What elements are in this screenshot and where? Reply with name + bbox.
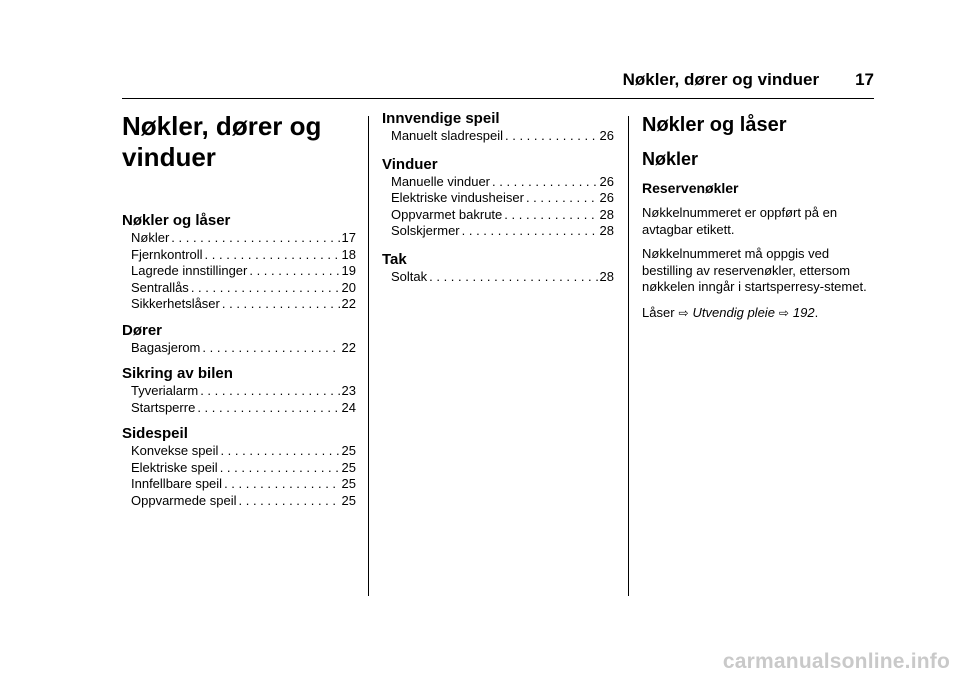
toc-section-heading: Innvendige speil (382, 110, 500, 127)
toc-entry-label: Elektriske vindusheiser (391, 190, 524, 205)
toc-entry[interactable] (131, 383, 356, 400)
column-divider-2 (628, 116, 629, 596)
toc-entry-page: 25 (341, 443, 356, 458)
toc-entry[interactable] (391, 269, 614, 286)
toc-entry-label: Lagrede innstillinger (131, 263, 248, 278)
toc-entry-label: Oppvarmede speil (131, 492, 237, 508)
toc-section-heading: Dører (122, 321, 163, 339)
toc-entry[interactable] (131, 280, 356, 297)
toc-entry-page: 28 (599, 268, 614, 284)
toc-entry-page: 28 (599, 223, 614, 238)
toc-entry-label: Oppvarmet bakrute (391, 206, 503, 222)
toc-entry-label: Manuelt sladrespeil (391, 128, 504, 143)
header-title: Nøkler, dører og vinduer (622, 70, 820, 89)
column-divider-1 (368, 116, 369, 596)
toc-entry-label: Innfellbare speil (131, 476, 223, 491)
toc-entry-label: Startsperre (131, 399, 196, 415)
toc-entry-label: Sentrallås (131, 279, 189, 295)
toc-list (122, 340, 356, 357)
toc-list (122, 230, 356, 313)
toc-list (382, 269, 614, 286)
chapter-title-line1: Nøkler, dører og (122, 111, 322, 141)
toc-entry[interactable] (131, 443, 356, 460)
toc-entry-page: 18 (341, 246, 356, 262)
toc-entry[interactable] (391, 174, 614, 191)
cross-reference-page[interactable]: 192 (792, 304, 815, 320)
toc-list (122, 383, 356, 416)
column-2 (382, 110, 614, 285)
cross-reference[interactable] (642, 305, 874, 322)
toc-entry[interactable] (131, 263, 356, 280)
toc-entry[interactable] (131, 460, 356, 477)
toc-list (382, 128, 614, 145)
toc-entry[interactable] (391, 223, 614, 240)
toc-entry[interactable] (131, 476, 356, 493)
toc-entry-page: 26 (599, 190, 614, 205)
section-heading-2: Nøkler (642, 149, 699, 169)
toc-entry-label: Nøkler (131, 230, 170, 245)
column-3 (642, 108, 874, 321)
cross-reference-end: . (814, 304, 819, 320)
toc-entry[interactable] (131, 296, 356, 313)
toc-entry-page: 25 (341, 476, 356, 491)
toc-entry[interactable] (391, 190, 614, 207)
section-heading-1: Nøkler og låser (642, 114, 787, 136)
toc-section-heading: Sidespeil (122, 425, 188, 442)
toc-entry-label: Manuelle vinduer (391, 173, 491, 189)
toc-entry[interactable] (131, 230, 356, 247)
toc-list (122, 443, 356, 509)
cross-reference-target[interactable]: Utvendig pleie (692, 304, 775, 320)
cross-reference-label: Låser (642, 304, 675, 320)
toc-entry-label: Konvekse speil (131, 443, 219, 458)
toc-section-heading: Vinduer (382, 155, 438, 173)
watermark: carmanualsonline.info (722, 650, 950, 673)
toc-entry-page: 25 (341, 492, 356, 508)
toc-section-heading: Tak (382, 250, 407, 268)
toc-section-heading: Nøkler og låser (122, 212, 231, 229)
toc-entry-page: 28 (599, 206, 614, 222)
toc-entry-page: 24 (341, 399, 356, 415)
toc-entry-page: 22 (341, 296, 356, 311)
cross-reference-arrow-icon: ⇨ (678, 305, 689, 320)
toc-entry[interactable] (131, 340, 356, 357)
body-paragraph: Nøkkelnummeret må oppgis ved bestilling av reservenøkler, ettersom nøkkelen inngår i startsperresy-stemet. (642, 246, 867, 294)
chapter-title (122, 111, 356, 173)
toc-list (382, 174, 614, 240)
toc-entry[interactable] (391, 128, 614, 145)
toc-entry[interactable] (131, 493, 356, 510)
toc-entry-label: Soltak (391, 268, 428, 284)
toc-entry-page: 23 (341, 383, 356, 398)
toc-entry-label: Bagasjerom (131, 339, 201, 355)
toc-entry-page: 17 (341, 230, 356, 245)
running-header (122, 70, 874, 94)
chapter-title-line2: vinduer (122, 142, 216, 172)
toc-entry-page: 25 (341, 459, 356, 475)
toc-entry-label: Elektriske speil (131, 459, 218, 475)
section-heading-3: Reservenøkler (642, 180, 739, 196)
toc-section-heading: Sikring av bilen (122, 365, 233, 382)
cross-reference-arrow-icon: ⇨ (778, 305, 789, 320)
toc-entry-label: Solskjermer (391, 223, 460, 238)
toc-entry-page: 26 (599, 173, 614, 189)
toc-entry[interactable] (391, 207, 614, 224)
column-1 (122, 108, 356, 509)
toc-entry[interactable] (131, 400, 356, 417)
toc-entry-label: Fjernkontroll (131, 246, 203, 262)
body-paragraph: Nøkkelnummeret er oppført på en avtagbar etikett. (642, 205, 838, 237)
toc-entry[interactable] (131, 247, 356, 264)
page-number: 17 (855, 70, 874, 89)
toc-entry-page: 20 (341, 279, 356, 295)
toc-entry-page: 26 (599, 128, 614, 143)
toc-entry-label: Tyverialarm (131, 383, 199, 398)
toc-entry-label: Sikkerhetslåser (131, 296, 220, 311)
toc-entry-page: 19 (341, 263, 356, 278)
header-rule (122, 98, 874, 99)
toc-entry-page: 22 (341, 339, 356, 355)
